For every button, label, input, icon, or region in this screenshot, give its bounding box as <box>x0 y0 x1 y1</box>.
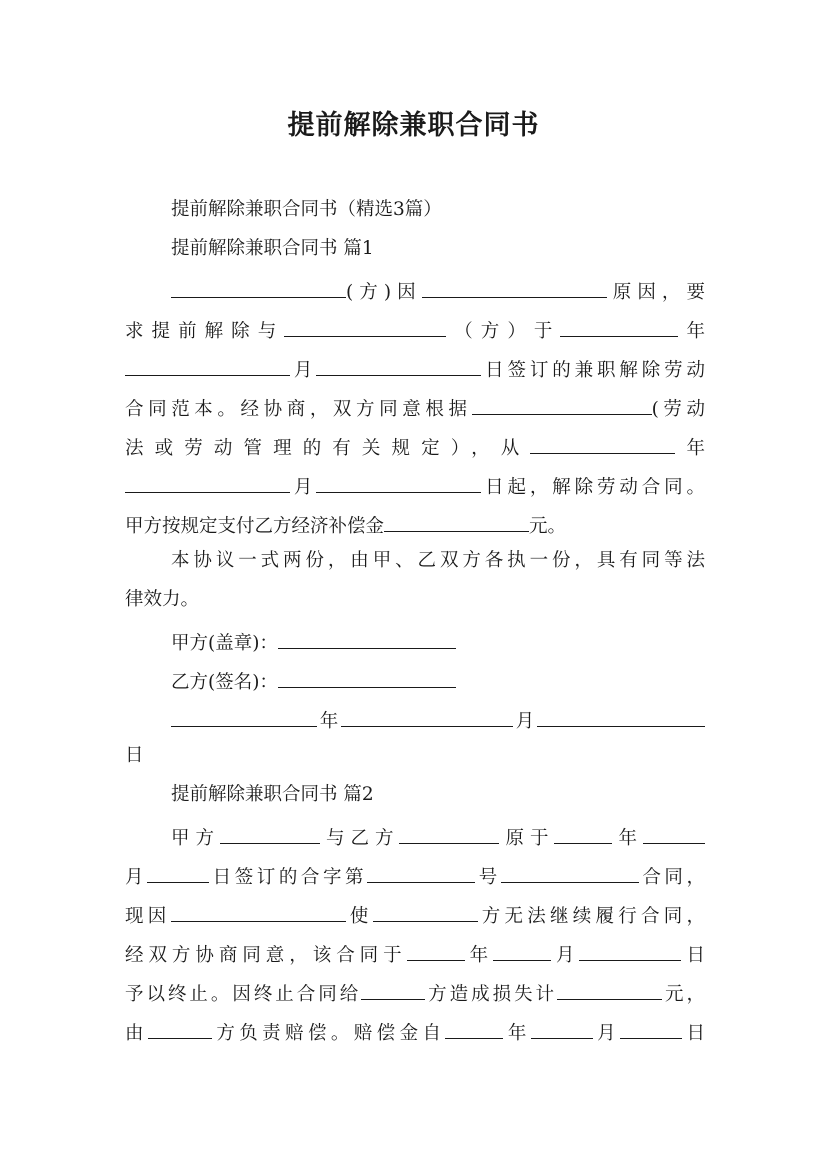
text-run: (劳动 <box>651 399 705 420</box>
text-run: 日签订的合字第 <box>209 867 368 888</box>
text-run: 日 <box>682 1023 705 1044</box>
blank-field[interactable] <box>316 463 481 493</box>
blank-field[interactable] <box>384 502 529 532</box>
text-run: 提前解除兼职合同书 篇1 <box>171 238 374 259</box>
text-run: 日 <box>681 945 705 966</box>
text-run: 律效力。 <box>125 589 200 610</box>
text-run: 月 <box>290 477 317 498</box>
text-run: 法或劳动管理的有关规定），从 <box>125 438 531 459</box>
paragraph-line <box>125 970 705 1010</box>
party-b-signature-field[interactable] <box>278 658 456 688</box>
text-run: 日签订的兼职解除劳动 <box>481 360 705 381</box>
text-run: 月 <box>125 867 148 888</box>
blank-field[interactable] <box>125 463 290 493</box>
text-run: 原因，要 <box>606 282 705 303</box>
text-run: 经双方协商同意，该合同于 <box>125 945 407 966</box>
text-run: 月 <box>290 360 317 381</box>
text-run: 年 <box>612 828 643 849</box>
blank-field[interactable] <box>472 385 652 415</box>
blank-field[interactable] <box>560 307 678 337</box>
blank-field[interactable] <box>148 1009 212 1039</box>
text-run: 月 <box>513 711 537 732</box>
blank-field[interactable] <box>373 892 478 922</box>
text-run: 月 <box>592 1023 621 1044</box>
blank-field[interactable] <box>399 814 499 844</box>
blank-field[interactable] <box>530 424 675 454</box>
blank-field[interactable] <box>125 346 290 376</box>
blank-field[interactable] <box>554 814 612 844</box>
blank-field[interactable] <box>445 1009 503 1039</box>
text-run: 方无法继续履行合同， <box>477 906 705 927</box>
paragraph-line <box>125 931 705 971</box>
blank-field[interactable] <box>422 268 607 298</box>
text-run: 乙方(签名)： <box>171 672 278 693</box>
text-run: 本协议一式两份，由甲、乙双方各执一份，具有同等法 <box>171 550 705 571</box>
text-run: 由 <box>125 1023 148 1044</box>
paragraph-line <box>125 892 705 932</box>
paragraph-line <box>125 1009 705 1049</box>
party-a-signature-line <box>125 619 705 659</box>
text-run: 日 <box>125 745 144 766</box>
text-run: 提前解除兼职合同书 篇2 <box>171 784 374 805</box>
text-run: 甲方(盖章)： <box>171 633 278 654</box>
blank-field[interactable] <box>147 853 209 883</box>
blank-field[interactable] <box>493 931 551 961</box>
blank-field[interactable] <box>501 853 639 883</box>
text-run: 年 <box>678 321 705 342</box>
paragraph-line <box>125 814 705 854</box>
text-run: 原于 <box>499 828 555 849</box>
text-run: 甲方按规定支付乙方经济补偿金 <box>125 516 385 537</box>
text-run: （方）于 <box>446 321 561 342</box>
text-run: 年 <box>317 711 341 732</box>
blank-field[interactable] <box>579 931 681 961</box>
paragraph-line <box>125 736 705 776</box>
paragraph-line <box>125 463 705 503</box>
blank-field[interactable] <box>407 931 465 961</box>
text-run: 日起，解除劳动合同。 <box>481 477 705 498</box>
party-a-signature-field[interactable] <box>278 619 456 649</box>
text-run: 方造成损失计 <box>425 984 558 1005</box>
text-run: (方)因 <box>346 282 422 303</box>
text-run: 合同范本。经协商，双方同意根据 <box>125 399 472 420</box>
paragraph-line <box>125 541 705 581</box>
blank-field[interactable] <box>171 268 346 298</box>
text-run: 使 <box>345 906 373 927</box>
text-run: 年 <box>675 438 705 459</box>
paragraph-line <box>125 385 705 425</box>
text-run: 与乙方 <box>320 828 400 849</box>
section-heading-2 <box>125 775 705 815</box>
text-run: 年 <box>464 945 494 966</box>
blank-field[interactable] <box>220 814 320 844</box>
text-run: 现因 <box>125 906 171 927</box>
blank-field[interactable] <box>367 853 475 883</box>
blank-field[interactable] <box>316 346 481 376</box>
blank-field[interactable] <box>531 1009 593 1039</box>
paragraph-line <box>125 346 705 386</box>
paragraph-line <box>125 580 705 620</box>
text-run: 元。 <box>529 516 567 537</box>
document-subtitle <box>125 190 705 230</box>
paragraph-line <box>125 424 705 464</box>
text-run: 提前解除兼职合同书（精选3篇） <box>171 199 442 220</box>
day-field[interactable] <box>537 697 705 727</box>
blank-field[interactable] <box>643 814 705 844</box>
text-run: 年 <box>503 1023 531 1044</box>
paragraph-line <box>125 502 705 542</box>
text-run: 方负责赔偿。赔偿金自 <box>211 1023 446 1044</box>
year-field[interactable] <box>171 697 317 727</box>
month-field[interactable] <box>341 697 513 727</box>
paragraph-line <box>125 853 705 893</box>
text-run: 予以终止。因终止合同给 <box>125 984 362 1005</box>
text-run: 元， <box>662 984 705 1005</box>
blank-field[interactable] <box>361 970 425 1000</box>
text-run: 号 <box>475 867 501 888</box>
blank-field[interactable] <box>557 970 662 1000</box>
text-run: 月 <box>551 945 580 966</box>
blank-field[interactable] <box>284 307 446 337</box>
paragraph-line <box>125 268 705 308</box>
party-b-signature-line <box>125 658 705 698</box>
text-run: 合同， <box>638 867 705 888</box>
date-line <box>125 697 705 737</box>
text-run: 求提前解除与 <box>125 321 285 342</box>
blank-field[interactable] <box>620 1009 682 1039</box>
blank-field[interactable] <box>171 892 346 922</box>
paragraph-line <box>125 307 705 347</box>
section-heading-1 <box>125 229 705 269</box>
text-run: 甲方 <box>171 828 220 849</box>
document-title: 提前解除兼职合同书 <box>287 110 540 141</box>
